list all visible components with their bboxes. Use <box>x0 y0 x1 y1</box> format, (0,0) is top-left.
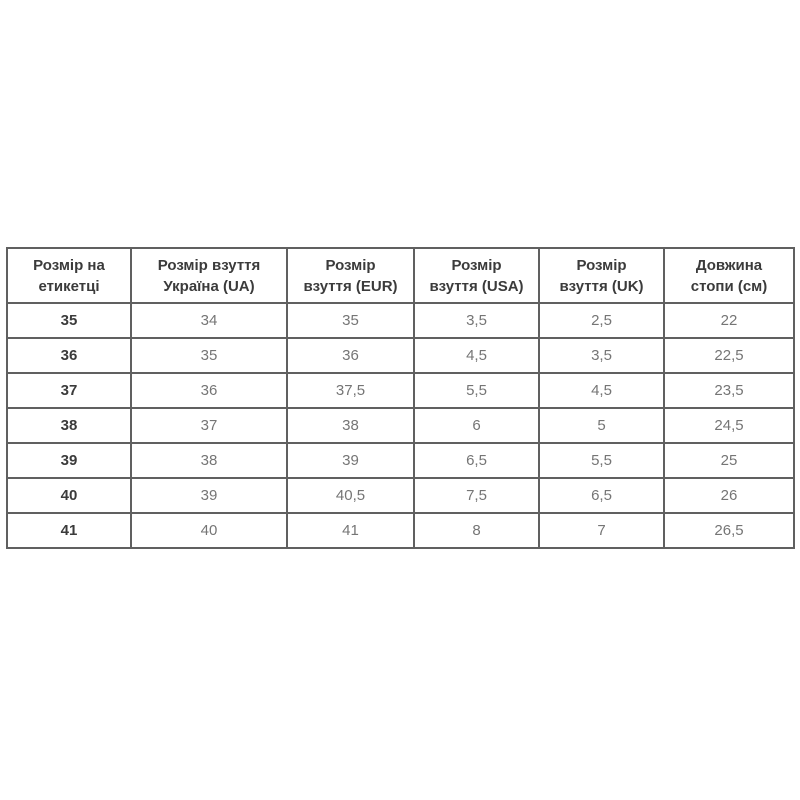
header-cell-eur-size <box>287 248 414 303</box>
row-label: 41 <box>7 513 131 548</box>
table-cell: 35 <box>131 338 287 373</box>
table-cell: 7,5 <box>414 478 539 513</box>
table-row <box>7 513 794 548</box>
table-cell: 38 <box>131 443 287 478</box>
row-label: 40 <box>7 478 131 513</box>
table-row <box>7 478 794 513</box>
header-line: Розмір на <box>33 256 105 274</box>
table-cell: 39 <box>131 478 287 513</box>
header-cell-label-size <box>7 248 131 303</box>
table-cell: 37,5 <box>287 373 414 408</box>
shoe-size-conversion-table <box>6 247 795 549</box>
table-cell: 26 <box>664 478 794 513</box>
table-cell: 6 <box>414 408 539 443</box>
table-cell: 5,5 <box>414 373 539 408</box>
header-cell-uk-size <box>539 248 664 303</box>
header-line: взуття (USA) <box>429 277 524 295</box>
table-row <box>7 408 794 443</box>
table-cell: 22 <box>664 303 794 338</box>
header-line: етикетці <box>38 277 100 295</box>
table-cell: 8 <box>414 513 539 548</box>
table-cell: 6,5 <box>539 478 664 513</box>
header-line: Розмір <box>451 256 502 274</box>
header-line: взуття (UK) <box>559 277 644 295</box>
table-cell: 2,5 <box>539 303 664 338</box>
header-cell-usa-size <box>414 248 539 303</box>
table-cell: 25 <box>664 443 794 478</box>
row-label: 35 <box>7 303 131 338</box>
table-cell: 36 <box>131 373 287 408</box>
header-cell-foot-length <box>664 248 794 303</box>
table-header-row <box>7 248 794 303</box>
table-cell: 26,5 <box>664 513 794 548</box>
table-cell: 3,5 <box>414 303 539 338</box>
header-cell-ua-size <box>131 248 287 303</box>
table-cell: 4,5 <box>539 373 664 408</box>
row-label: 36 <box>7 338 131 373</box>
table-cell: 34 <box>131 303 287 338</box>
table-cell: 5,5 <box>539 443 664 478</box>
header-line: взуття (EUR) <box>303 277 398 295</box>
table-cell: 3,5 <box>539 338 664 373</box>
table-cell: 22,5 <box>664 338 794 373</box>
header-line: Розмір <box>325 256 376 274</box>
table-cell: 4,5 <box>414 338 539 373</box>
table-row <box>7 443 794 478</box>
table-cell: 40 <box>131 513 287 548</box>
table-cell: 36 <box>287 338 414 373</box>
header-line: Розмір взуття <box>157 256 261 274</box>
header-line: Розмір <box>576 256 627 274</box>
table-cell: 38 <box>287 408 414 443</box>
table-row <box>7 303 794 338</box>
table-cell: 5 <box>539 408 664 443</box>
header-line: Довжина <box>695 256 763 274</box>
table-cell: 39 <box>287 443 414 478</box>
table-cell: 41 <box>287 513 414 548</box>
table-row <box>7 338 794 373</box>
row-label: 38 <box>7 408 131 443</box>
table-cell: 7 <box>539 513 664 548</box>
table-row <box>7 373 794 408</box>
header-line: Україна (UA) <box>163 277 255 295</box>
table-cell: 35 <box>287 303 414 338</box>
table-cell: 6,5 <box>414 443 539 478</box>
table-cell: 23,5 <box>664 373 794 408</box>
table-cell: 37 <box>131 408 287 443</box>
row-label: 39 <box>7 443 131 478</box>
header-line: стопи (см) <box>690 277 768 295</box>
table-cell: 24,5 <box>664 408 794 443</box>
row-label: 37 <box>7 373 131 408</box>
table-cell: 40,5 <box>287 478 414 513</box>
